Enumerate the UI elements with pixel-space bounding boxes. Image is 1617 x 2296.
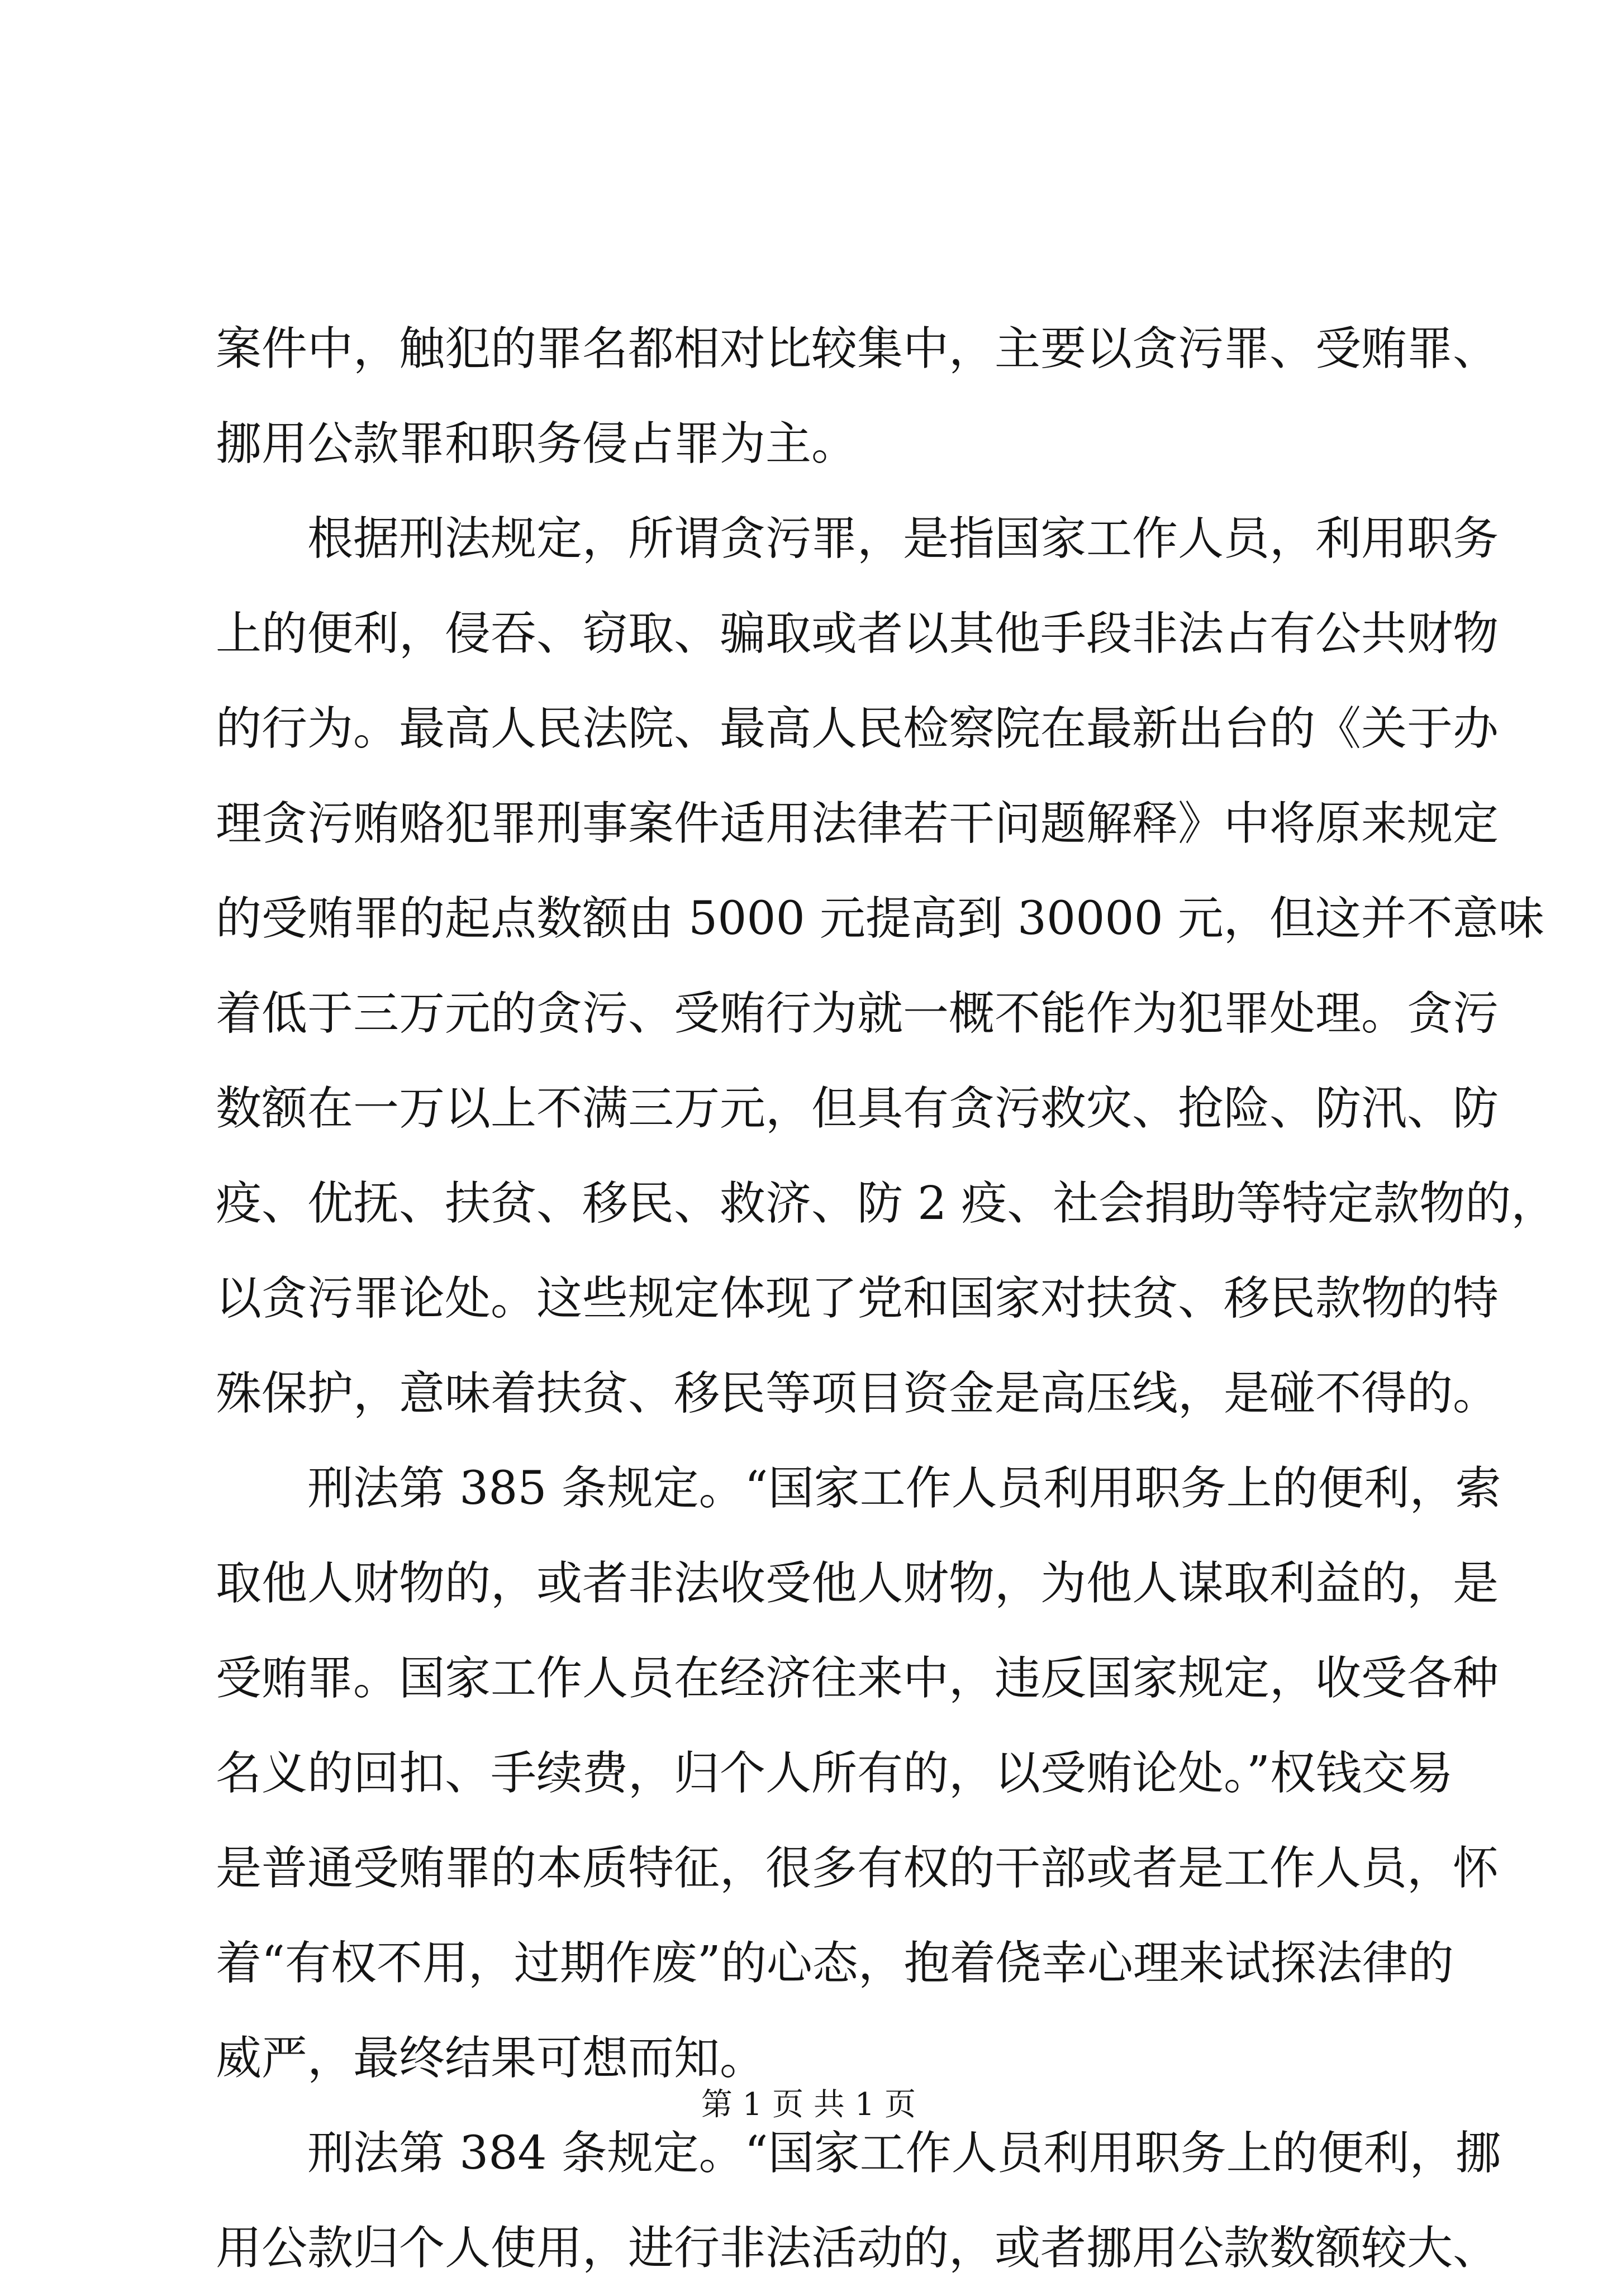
paragraph-2 [216,492,1557,1441]
text-line: 刑法第 385 条规定。“国家工作人员利用职务上的便利，索 [307,1462,1501,1515]
text-line: 根据刑法规定，所谓贪污罪，是指国家工作人员，利用职务 [307,512,1499,565]
text-line: 着“有权不用，过期作废”的心态，抱着侥幸心理来试探法律的 [216,1937,1454,1990]
text-line: 疫、优抚、扶贫、移民、救济、防 2 疫、社会捐助等特定款物的， [216,1177,1557,1230]
document-body [216,302,1557,2296]
text-line: 取他人财物的，或者非法收受他人财物，为他人谋取利益的，是 [216,1557,1499,1610]
paragraph-4 [216,2106,1501,2296]
text-line: 案件中，触犯的罪名都相对比较集中，主要以贪污罪、受贿罪、 [216,322,1499,375]
text-line: 的行为。最高人民法院、最高人民检察院在最新出台的《关于办 [216,702,1499,755]
paragraph-3 [216,1441,1501,2106]
text-line: 着低于三万元的贪污、受贿行为就一概不能作为犯罪处理。贪污 [216,987,1499,1040]
text-line: 用公款归个人使用，进行非法活动的，或者挪用公款数额较大、 [216,2222,1499,2275]
paragraph-1 [216,302,1499,492]
text-line: 殊保护，意味着扶贫、移民等项目资金是高压线，是碰不得的。 [216,1367,1499,1420]
text-line: 刑法第 384 条规定。“国家工作人员利用职务上的便利，挪 [307,2127,1501,2180]
text-line: 受贿罪。国家工作人员在经济往来中，违反国家规定，收受各种 [216,1652,1499,1705]
text-line: 理贪污贿赂犯罪刑事案件适用法律若干问题解释》中将原来规定 [216,797,1499,850]
text-line: 名义的回扣、手续费，归个人所有的，以受贿论处。”权钱交易 [216,1747,1453,1800]
text-line: 上的便利，侵吞、窃取、骗取或者以其他手段非法占有公共财物 [216,607,1499,660]
text-line: 挪用公款罪和职务侵占罪为主。 [216,417,858,470]
text-line: 是普通受贿罪的本质特征，很多有权的干部或者是工作人员，怀 [216,1842,1499,1895]
text-line: 威严，最终结果可想而知。 [216,2032,766,2085]
page-footer: 第 1 页 共 1 页 [701,2087,916,2123]
text-line: 以贪污罪论处。这些规定体现了党和国家对扶贫、移民款物的特 [216,1272,1499,1325]
text-line: 的受贿罪的起点数额由 5000 元提高到 30000 元，但这并不意味 [216,892,1544,945]
text-line: 数额在一万以上不满三万元，但具有贪污救灾、抢险、防汛、防 [216,1082,1499,1135]
